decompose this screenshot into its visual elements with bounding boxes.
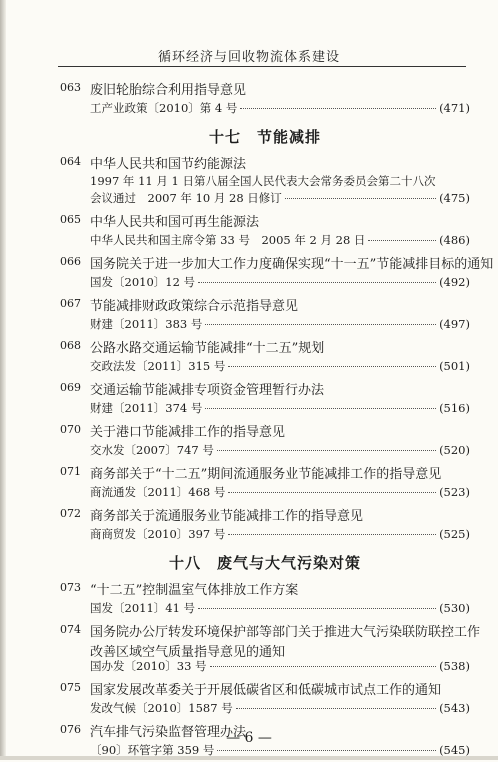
- entry-page: (492): [439, 275, 470, 289]
- entry-number: 066: [60, 255, 81, 268]
- toc-entry[interactable]: [60, 420, 470, 462]
- entry-title-continued: 1997 年 11 月 1 日第八届全国人民代表大会常务委员会第二十八次: [90, 174, 436, 188]
- leader-dots: [228, 492, 436, 493]
- entry-doc-number: 国发〔2010〕12 号: [90, 275, 196, 289]
- page-edge-shadow: [0, 0, 6, 760]
- entry-title: 国务院关于进一步加大工作力度确保实现“十一五”节能减排目标的通知: [90, 257, 494, 272]
- entry-doc-line: [90, 442, 470, 458]
- leader-dots: [210, 666, 437, 667]
- toc-entry[interactable]: [60, 152, 470, 210]
- entry-doc-number: 交水发〔2007〕747 号: [90, 443, 214, 457]
- entry-title: “十二五”控制温室气体排放工作方案: [90, 583, 299, 598]
- entry-page: (520): [439, 443, 470, 457]
- entry-title: 关于港口节能减排工作的指导意见: [90, 425, 286, 440]
- entry-title: 中华人民共和国可再生能源法: [90, 215, 260, 230]
- entry-doc-number: 中华人民共和国主席令第 33 号 2005 年 2 月 28 日: [90, 233, 366, 247]
- entry-doc-line: [90, 658, 470, 674]
- toc-entry[interactable]: [60, 294, 470, 336]
- leader-dots: [217, 750, 436, 751]
- section-heading-18: [60, 546, 470, 578]
- section-number: 十八: [168, 554, 201, 572]
- section-number: 十七: [208, 128, 241, 146]
- entry-doc-number: 会议通过 2007 年 10 月 28 日修订: [90, 191, 282, 205]
- entry-doc-number: 国办发〔2010〕33 号: [90, 659, 207, 673]
- entry-page: (545): [439, 743, 470, 757]
- entry-doc-number: 交政法发〔2011〕315 号: [90, 359, 226, 373]
- entry-doc-line: [90, 358, 470, 374]
- entry-title: 废旧轮胎综合利用指导意见: [90, 83, 247, 98]
- leader-dots: [368, 240, 436, 241]
- leader-dots: [228, 366, 436, 367]
- entry-number: 071: [60, 465, 81, 478]
- entry-page: (525): [439, 527, 470, 541]
- toc-content: [60, 78, 494, 762]
- page-number: — 6 —: [226, 730, 272, 746]
- entry-number: 076: [60, 723, 81, 736]
- entry-page: (486): [439, 233, 470, 247]
- toc-entry[interactable]: [60, 210, 470, 252]
- section-title: 废气与大气污染对策: [217, 554, 362, 572]
- toc-entry[interactable]: [60, 504, 470, 546]
- entry-page: (475): [439, 191, 470, 205]
- entry-number: 069: [60, 381, 81, 394]
- entry-doc-number: 商商贸发〔2010〕397 号: [90, 527, 226, 541]
- leader-dots: [198, 608, 436, 609]
- entry-number: 072: [60, 507, 81, 520]
- entry-number: 073: [60, 581, 81, 594]
- entry-doc-line: [90, 600, 470, 616]
- entry-doc-line: [90, 232, 470, 248]
- running-head: 循环经济与回收物流体系建设: [157, 50, 340, 65]
- toc-entry[interactable]: [60, 378, 470, 420]
- entry-page: (471): [439, 101, 470, 115]
- entry-number: 067: [60, 297, 81, 310]
- entry-title-continued: 改善区域空气质量指导意见的通知: [90, 645, 286, 660]
- entry-page: (530): [439, 601, 470, 615]
- section-title: 节能减排: [257, 128, 322, 146]
- entry-title: 公路水路交通运输节能减排“十二五”规划: [90, 341, 325, 356]
- entry-number: 065: [60, 213, 81, 226]
- leader-dots: [236, 708, 436, 709]
- entry-doc-line: [90, 484, 470, 500]
- entry-doc-line: [90, 274, 470, 290]
- toc-entry[interactable]: [60, 336, 470, 378]
- entry-number: 068: [60, 339, 81, 352]
- entry-title: 国家发展改革委关于开展低碳省区和低碳城市试点工作的通知: [90, 683, 442, 698]
- entry-doc-line: [90, 400, 470, 416]
- entry-doc-line: [90, 100, 470, 116]
- entry-doc-number: 〔90〕环管字第 359 号: [90, 743, 215, 757]
- entry-number: 063: [60, 81, 81, 94]
- entry-page: (501): [439, 359, 470, 373]
- entry-doc-line: [90, 700, 470, 716]
- leader-dots: [217, 450, 436, 451]
- entry-title: 国务院办公厅转发环境保护部等部门关于推进大气污染联防联控工作: [90, 625, 481, 640]
- entry-number: 064: [60, 155, 81, 168]
- header-rule: [58, 66, 466, 67]
- entry-number: 070: [60, 423, 81, 436]
- entry-number: 074: [60, 623, 81, 636]
- entry-title: 商务部关于“十二五”期间流通服务业节能减排工作的指导意见: [90, 467, 442, 482]
- entry-page: (543): [439, 701, 470, 715]
- entry-doc-number: 财建〔2011〕383 号: [90, 317, 203, 331]
- entry-page: (538): [439, 659, 470, 673]
- leader-dots: [205, 408, 436, 409]
- entry-title: 节能减排财政政策综合示范指导意见: [90, 299, 299, 314]
- entry-doc-line: [90, 190, 470, 206]
- leader-dots: [205, 324, 436, 325]
- section-heading-17: [60, 120, 470, 152]
- entry-doc-number: 发改气候〔2010〕1587 号: [90, 701, 233, 715]
- toc-entry[interactable]: [60, 462, 470, 504]
- entry-title: 汽车排气污染监督管理办法: [90, 725, 247, 740]
- entry-page: (523): [439, 485, 470, 499]
- entry-doc-number: 商流通发〔2011〕468 号: [90, 485, 226, 499]
- toc-entry[interactable]: [60, 252, 494, 294]
- entry-number: 075: [60, 681, 81, 694]
- leader-dots: [228, 534, 436, 535]
- entry-doc-number: 财建〔2011〕374 号: [90, 401, 203, 415]
- entry-page: (516): [439, 401, 470, 415]
- entry-title: 中华人民共和国节约能源法: [90, 157, 247, 172]
- toc-entry[interactable]: [60, 678, 470, 720]
- leader-dots: [285, 198, 436, 199]
- toc-entry[interactable]: [60, 578, 470, 620]
- toc-entry[interactable]: [60, 620, 481, 678]
- entry-title: 交通运输节能减排专项资金管理暂行办法: [90, 383, 325, 398]
- entry-doc-number: 工产业政策〔2010〕第 4 号: [90, 101, 238, 115]
- entry-doc-number: 国发〔2011〕41 号: [90, 601, 196, 615]
- leader-dots: [198, 282, 436, 283]
- entry-doc-line: [90, 316, 470, 332]
- leader-dots: [240, 108, 436, 109]
- entry-page: (497): [439, 317, 470, 331]
- entry-title: 商务部关于流通服务业节能减排工作的指导意见: [90, 509, 364, 524]
- entry-doc-line: [90, 526, 470, 542]
- toc-entry[interactable]: [60, 78, 470, 120]
